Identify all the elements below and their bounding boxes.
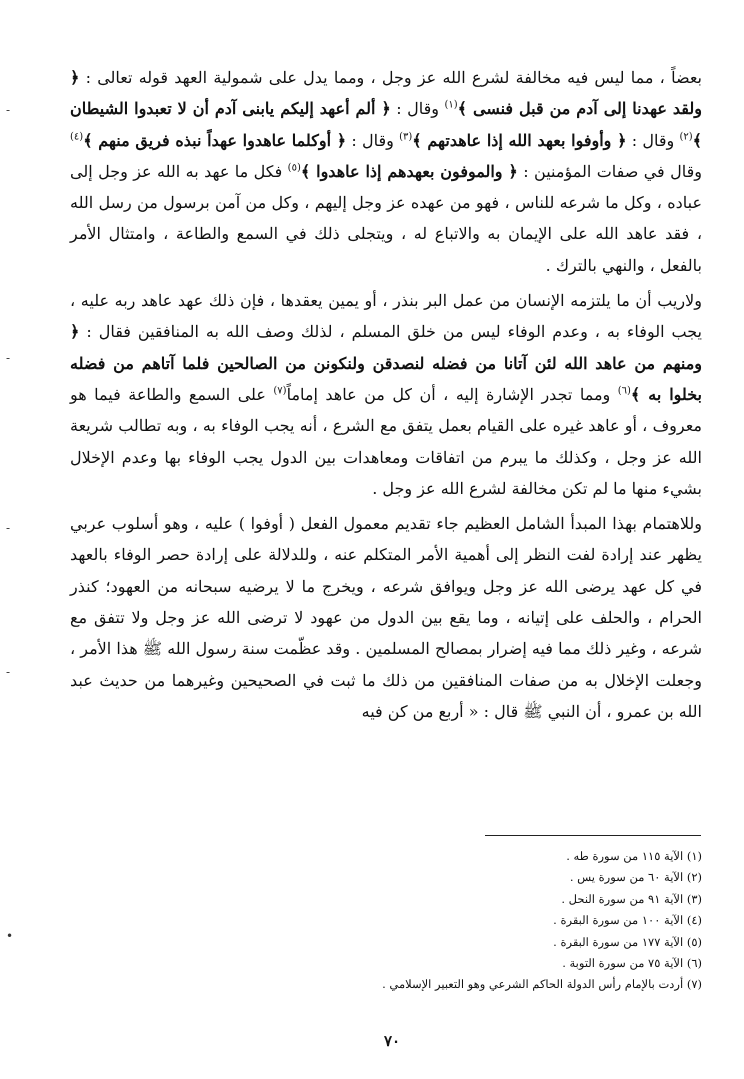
main-text xyxy=(70,62,702,727)
paragraph-1 xyxy=(70,62,702,281)
footnote-ref: (٣) xyxy=(399,131,413,143)
margin-mark: - xyxy=(6,351,11,365)
text-run: على السمع والطاعة فيما هو معروف ، أو عاهد غيره على القيام بعمل يتفق مع الشرع ، أنه يجب الوفاء به ، وبه تطالب شريعة الله عز وجل ، وكذلك ما يبرم من اتفاقات ومعاهدات بين الدول يجب الوفاء بها وعدم الإخلال بشيء منها ما لم تكن مخالفة لشرع الله عز وجل . xyxy=(70,384,702,498)
text-run: ولاريب أن ما يلتزمه الإنسان من عمل البر بنذر ، أو يمين يعقدها ، فإن ذلك عهد عاهد ربه عليه ، يجب الوفاء به ، وعدم الوفاء ليس من خلق المسلم ، لذلك وصف الله به المنافقين فقال : xyxy=(70,291,702,342)
footnote-ref: (٧) xyxy=(273,385,287,397)
footnote-ref: (٤) xyxy=(70,131,84,143)
quran-verse: ﴿ ومنهم من عاهد الله لئن آتانا من فضله لنصدقن ولنكونن من الصالحين فلما آتاهم من فضله بخلوا به ﴾ xyxy=(70,322,703,404)
footnote-ref: (٥) xyxy=(287,162,301,174)
footnote-2: (٢) الآية ٦٠ من سورة يس . xyxy=(569,870,702,885)
margin-mark: - xyxy=(6,665,11,679)
text-run: ومما تجدر الإشارة إليه ، أن كل من عاهد إماماً xyxy=(286,384,618,404)
margin-mark: - xyxy=(6,521,11,535)
footnote-5: (٥) الآية ١٧٧ من سورة البقرة . xyxy=(553,934,702,949)
margin-mark: - xyxy=(6,103,11,117)
quran-verse: ﴿ وأوفوا بعهد الله إذا عاهدتهم ﴾ xyxy=(412,130,627,150)
footnote-ref: (٢) xyxy=(679,131,693,143)
paragraph-2 xyxy=(70,285,702,504)
paragraph-3 xyxy=(70,508,702,727)
footnote-3: (٣) الآية ٩١ من سورة النحل . xyxy=(561,891,702,906)
text-run: وللاهتمام بهذا المبدأ الشامل العظيم جاء تقديم معمول الفعل ( أوفوا ) عليه ، وهو أسلوب عربي يظهر عند إرادة لفت النظر إلى أهمية الأمر المتكلم عنه ، وللدلالة على إرادة حصر الوفاء بالعهد في كل عهد يرضى الله عز وجل ويوافق شرعه ، ويخرج ما لا يرضيه سبحانه من العهود؛ كنذر الحرام ، والحلف على إتيانه ، وما يقع بين الدول من عهود لا ترضى الله عز وجل ولا تتفق مع شرعه ، وغير ذلك مما فيه إضرار بمصالح المسلمين . وقد عظّمت سنة رسول الله ﷺ هذا الأمر ، وجعلت الإخلال به من صفات المنافقين من ذلك ما ثبت في الصحيحين وغيرهما من حديث عبد الله بن عمرو ، أن النبي ﷺ قال : « أربع من كن فيه xyxy=(70,514,702,721)
text-run: وقال : xyxy=(390,99,445,119)
footnote-4: (٤) الآية ١٠٠ من سورة البقرة . xyxy=(553,913,702,928)
footnote-separator xyxy=(485,835,701,836)
quran-verse: ﴿ ولقد عهدنا إلى آدم من قبل فنسى ﴾ xyxy=(70,68,702,119)
footnote-1: (١) الآية ١١٥ من سورة طه . xyxy=(566,849,702,863)
text-run: وقال في صفات المؤمنين : xyxy=(517,161,702,181)
footnote-ref: (١) xyxy=(444,99,458,111)
text-run: بعضاً ، مما ليس فيه مخالفة لشرع الله عز وجل ، ومما يدل على شمولية العهد قوله تعالى : xyxy=(79,68,702,87)
footnote-6: (٦) الآية ٧٥ من سورة التوبة . xyxy=(562,956,702,971)
text-run: وقال : xyxy=(626,130,680,150)
footnote-7: (٧) أردت بالإمام رأس الدولة الحاكم الشرعي وهو التعبير الإسلامي . xyxy=(382,977,702,992)
text-run: وقال : xyxy=(346,130,400,150)
quran-verse: ﴿ أوكلما عاهدوا عهداً نبذه فريق منهم ﴾ xyxy=(83,130,347,150)
margin-mark: • xyxy=(6,929,14,943)
quran-verse: ﴿ ألم أعهد إليكم يابنى آدم أن لا تعبدوا الشيطان ﴾ xyxy=(70,99,703,150)
footnotes-list xyxy=(282,846,702,996)
quran-verse: ﴿ والموفون بعهدهم إذا عاهدوا ﴾ xyxy=(300,161,518,181)
footnote-ref: (٦) xyxy=(617,385,631,397)
text-run: فكل ما عهد به الله عز وجل إلى عباده ، وكل ما شرعه للناس ، فهو من عهده عز وجل إليهم ، وكل من آمن برسول من رسل الله ، فقد عاهد الله على الإيمان به والاتباع له ، ويتجلى ذلك في السمع والطاعة ، وامتثال الأمر بالفعل ، والنهي بالترك . xyxy=(70,161,703,275)
page-number: ٧٠ xyxy=(383,1032,401,1050)
